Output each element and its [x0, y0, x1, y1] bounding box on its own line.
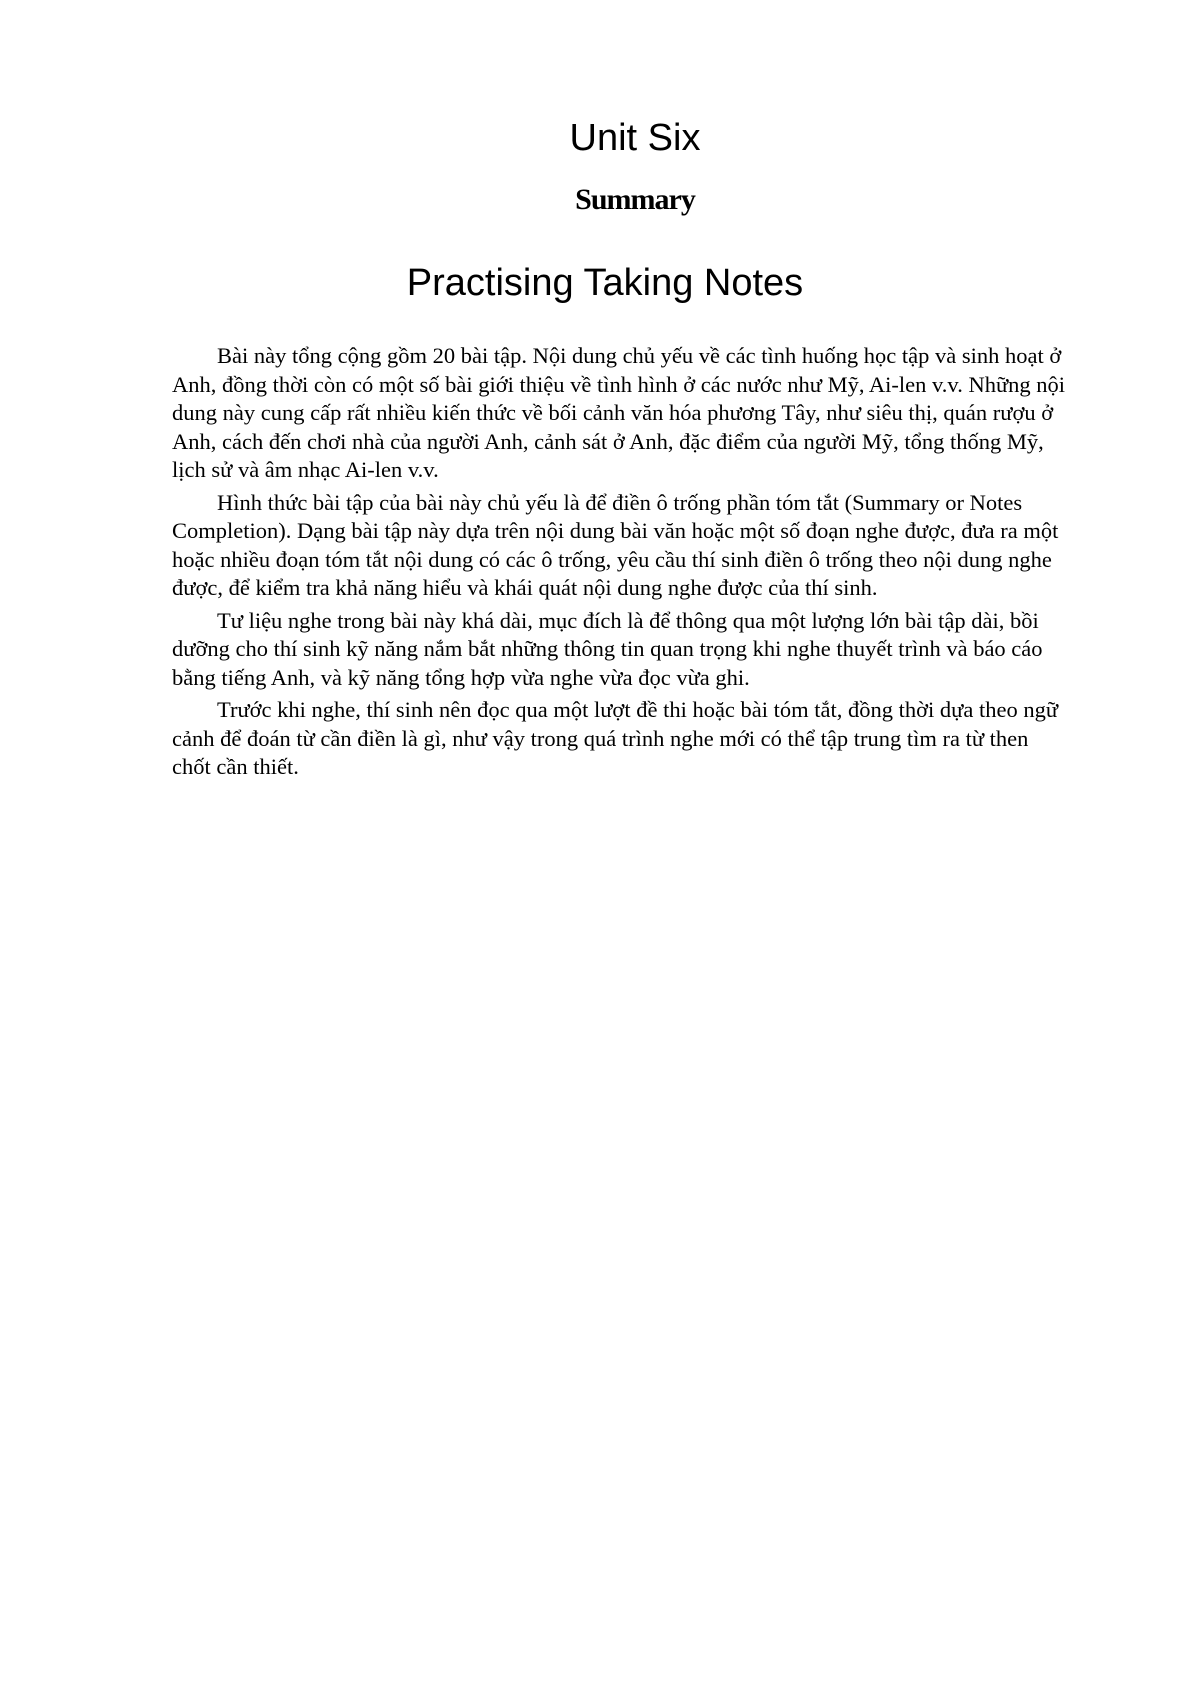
paragraph-advice: Trước khi nghe, thí sinh nên đọc qua một lượt đề thi hoặc bài tóm tắt, đồng thời dựa theo ngữ cảnh để đoán từ cần điền là gì, như vậy trong quá trình nghe mới có thể tập trung tìm ra từ then chốt cần thiết.	[172, 697, 1059, 779]
paragraph-intro: Bài này tổng cộng gồm 20 bài tập. Nội dung chủ yếu về các tình huống học tập và sinh hoạt ở Anh, đồng thời còn có một số bài giới thiệu về tình hình ở các nước như Mỹ, Ai-len v.v. Những nội dung này cung cấp rất nhiều kiến thức về bối cảnh văn hóa phương Tây, như siêu thị, quán rượu ở Anh, cách đến chơi nhà của người Anh, cảnh sát ở Anh, đặc điểm của người Mỹ, tổng thống Mỹ, lịch sử và âm nhạc Ai-len v.v.	[172, 343, 1066, 482]
summary-heading: Summary	[575, 183, 695, 216]
paragraph-listening-material: Tư liệu nghe trong bài này khá dài, mục đích là để thông qua một lượng lớn bài tập dài, bồi dưỡng cho thí sinh kỹ năng nắm bắt những thông tin quan trọng khi nghe thuyết trình và báo cáo bằng tiếng Anh, và kỹ năng tổng hợp vừa nghe vừa đọc vừa ghi.	[172, 607, 1043, 690]
paragraph-exercise-format: Hình thức bài tập của bài này chủ yếu là để điền ô trống phần tóm tắt (Summary or Notes Completion). Dạng bài tập này dựa trên nội dung bài văn hoặc một số đoạn nghe được, đưa ra một hoặc nhiều đoạn tóm tắt nội dung có các ô trống, yêu cầu thí sinh điền ô trống theo nội dung nghe được, để kiểm tra khả năng hiểu và khái quát nội dung nghe được của thí sinh.	[172, 489, 1059, 600]
body-text	[172, 342, 1072, 786]
unit-title: Unit Six	[569, 117, 701, 159]
section-title: Practising Taking Notes	[406, 262, 804, 304]
